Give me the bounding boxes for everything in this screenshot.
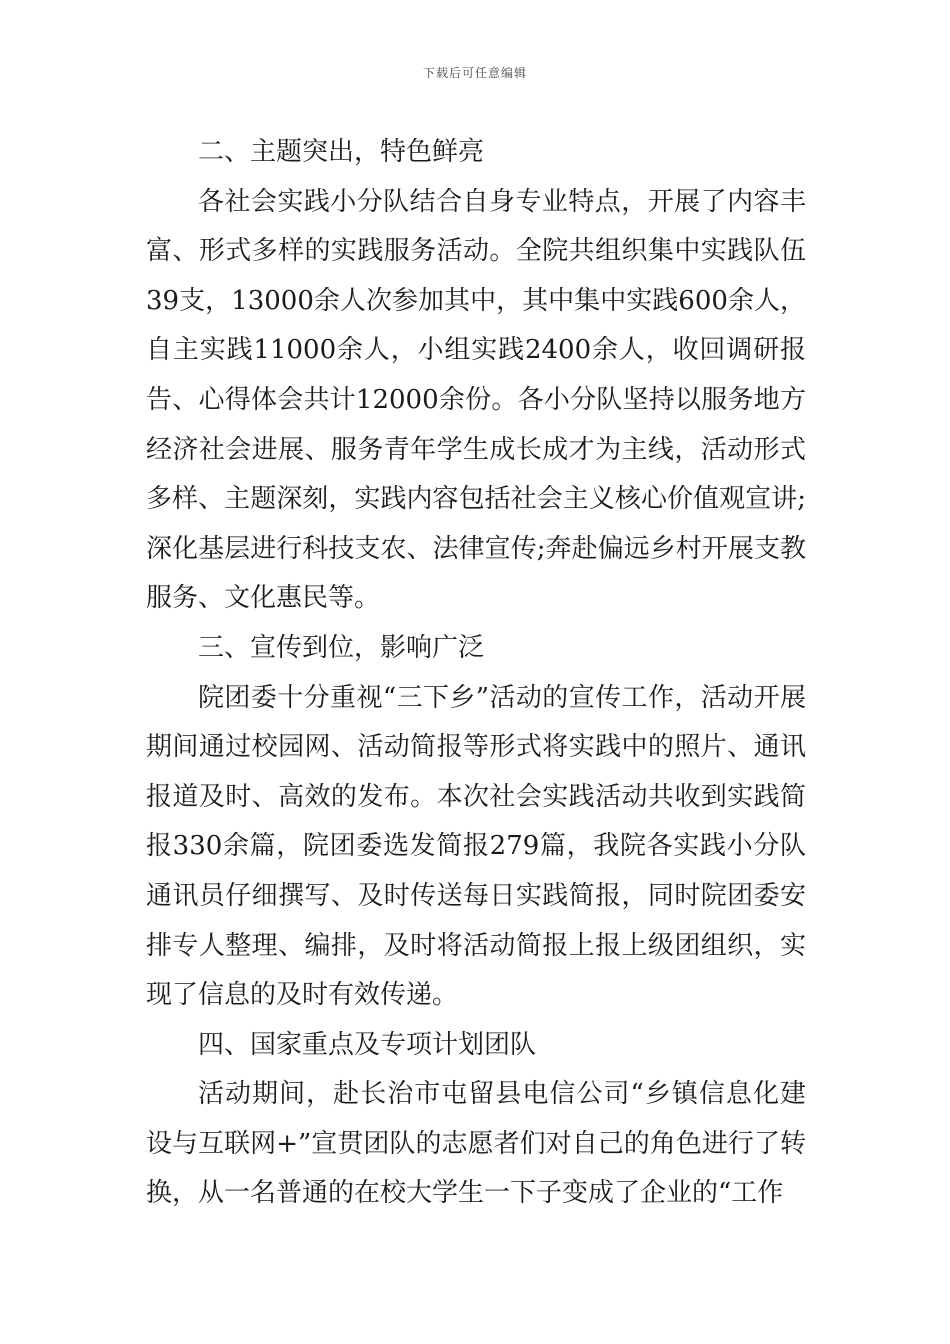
section-heading-3: 三、宣传到位，影响广泛 [198,632,485,663]
section-heading-2: 二、主题突出，特色鲜亮 [198,137,485,167]
section-heading-4: 四、国家重点及专项计划团队 [198,1029,537,1060]
page-header-note: 下载后可任意编辑 [422,66,527,80]
body-paragraph-2: 院团委十分重视“三下乡”活动的宣传工作，活动开展期间通过校园网、活动简报等形式将实践中的照片、通讯报道及时、高效的发布。本次社会实践活动共收到实践简报330余篇，院团委选发简报279篇，我院各实践小分队通讯员仔细撰写、及时传送每日实践简报，同时院团委安排专人整理、编排，及时将活动简报上报上级团组织，实现了信息的及时有效传递。 [146,682,806,1011]
body-paragraph-3: 活动期间，赴长治市屯留县电信公司“乡镇信息化建设与互联网+”宣贯团队的志愿者们对自己的角色进行了转换，从一名普通的在校大学生一下子变成了企业的“工作 [146,1079,806,1209]
document-body [146,128,806,1219]
body-paragraph-1: 各社会实践小分队结合自身专业特点，开展了内容丰富、形式多样的实践服务活动。全院共组织集中实践队伍39支，13000余人次参加其中，其中集中实践600余人，自主实践11000余人，小组实践2400余人，收回调研报告、心得体会共计12000余份。各小分队坚持以服务地方经济社会进展、服务青年学生成长成才为主线，活动形式多样、主题深刻，实践内容包括社会主义核心价值观宣讲;深化基层进行科技支农、法律宣传;奔赴偏远乡村开展支教服务、文化惠民等。 [146,186,806,614]
